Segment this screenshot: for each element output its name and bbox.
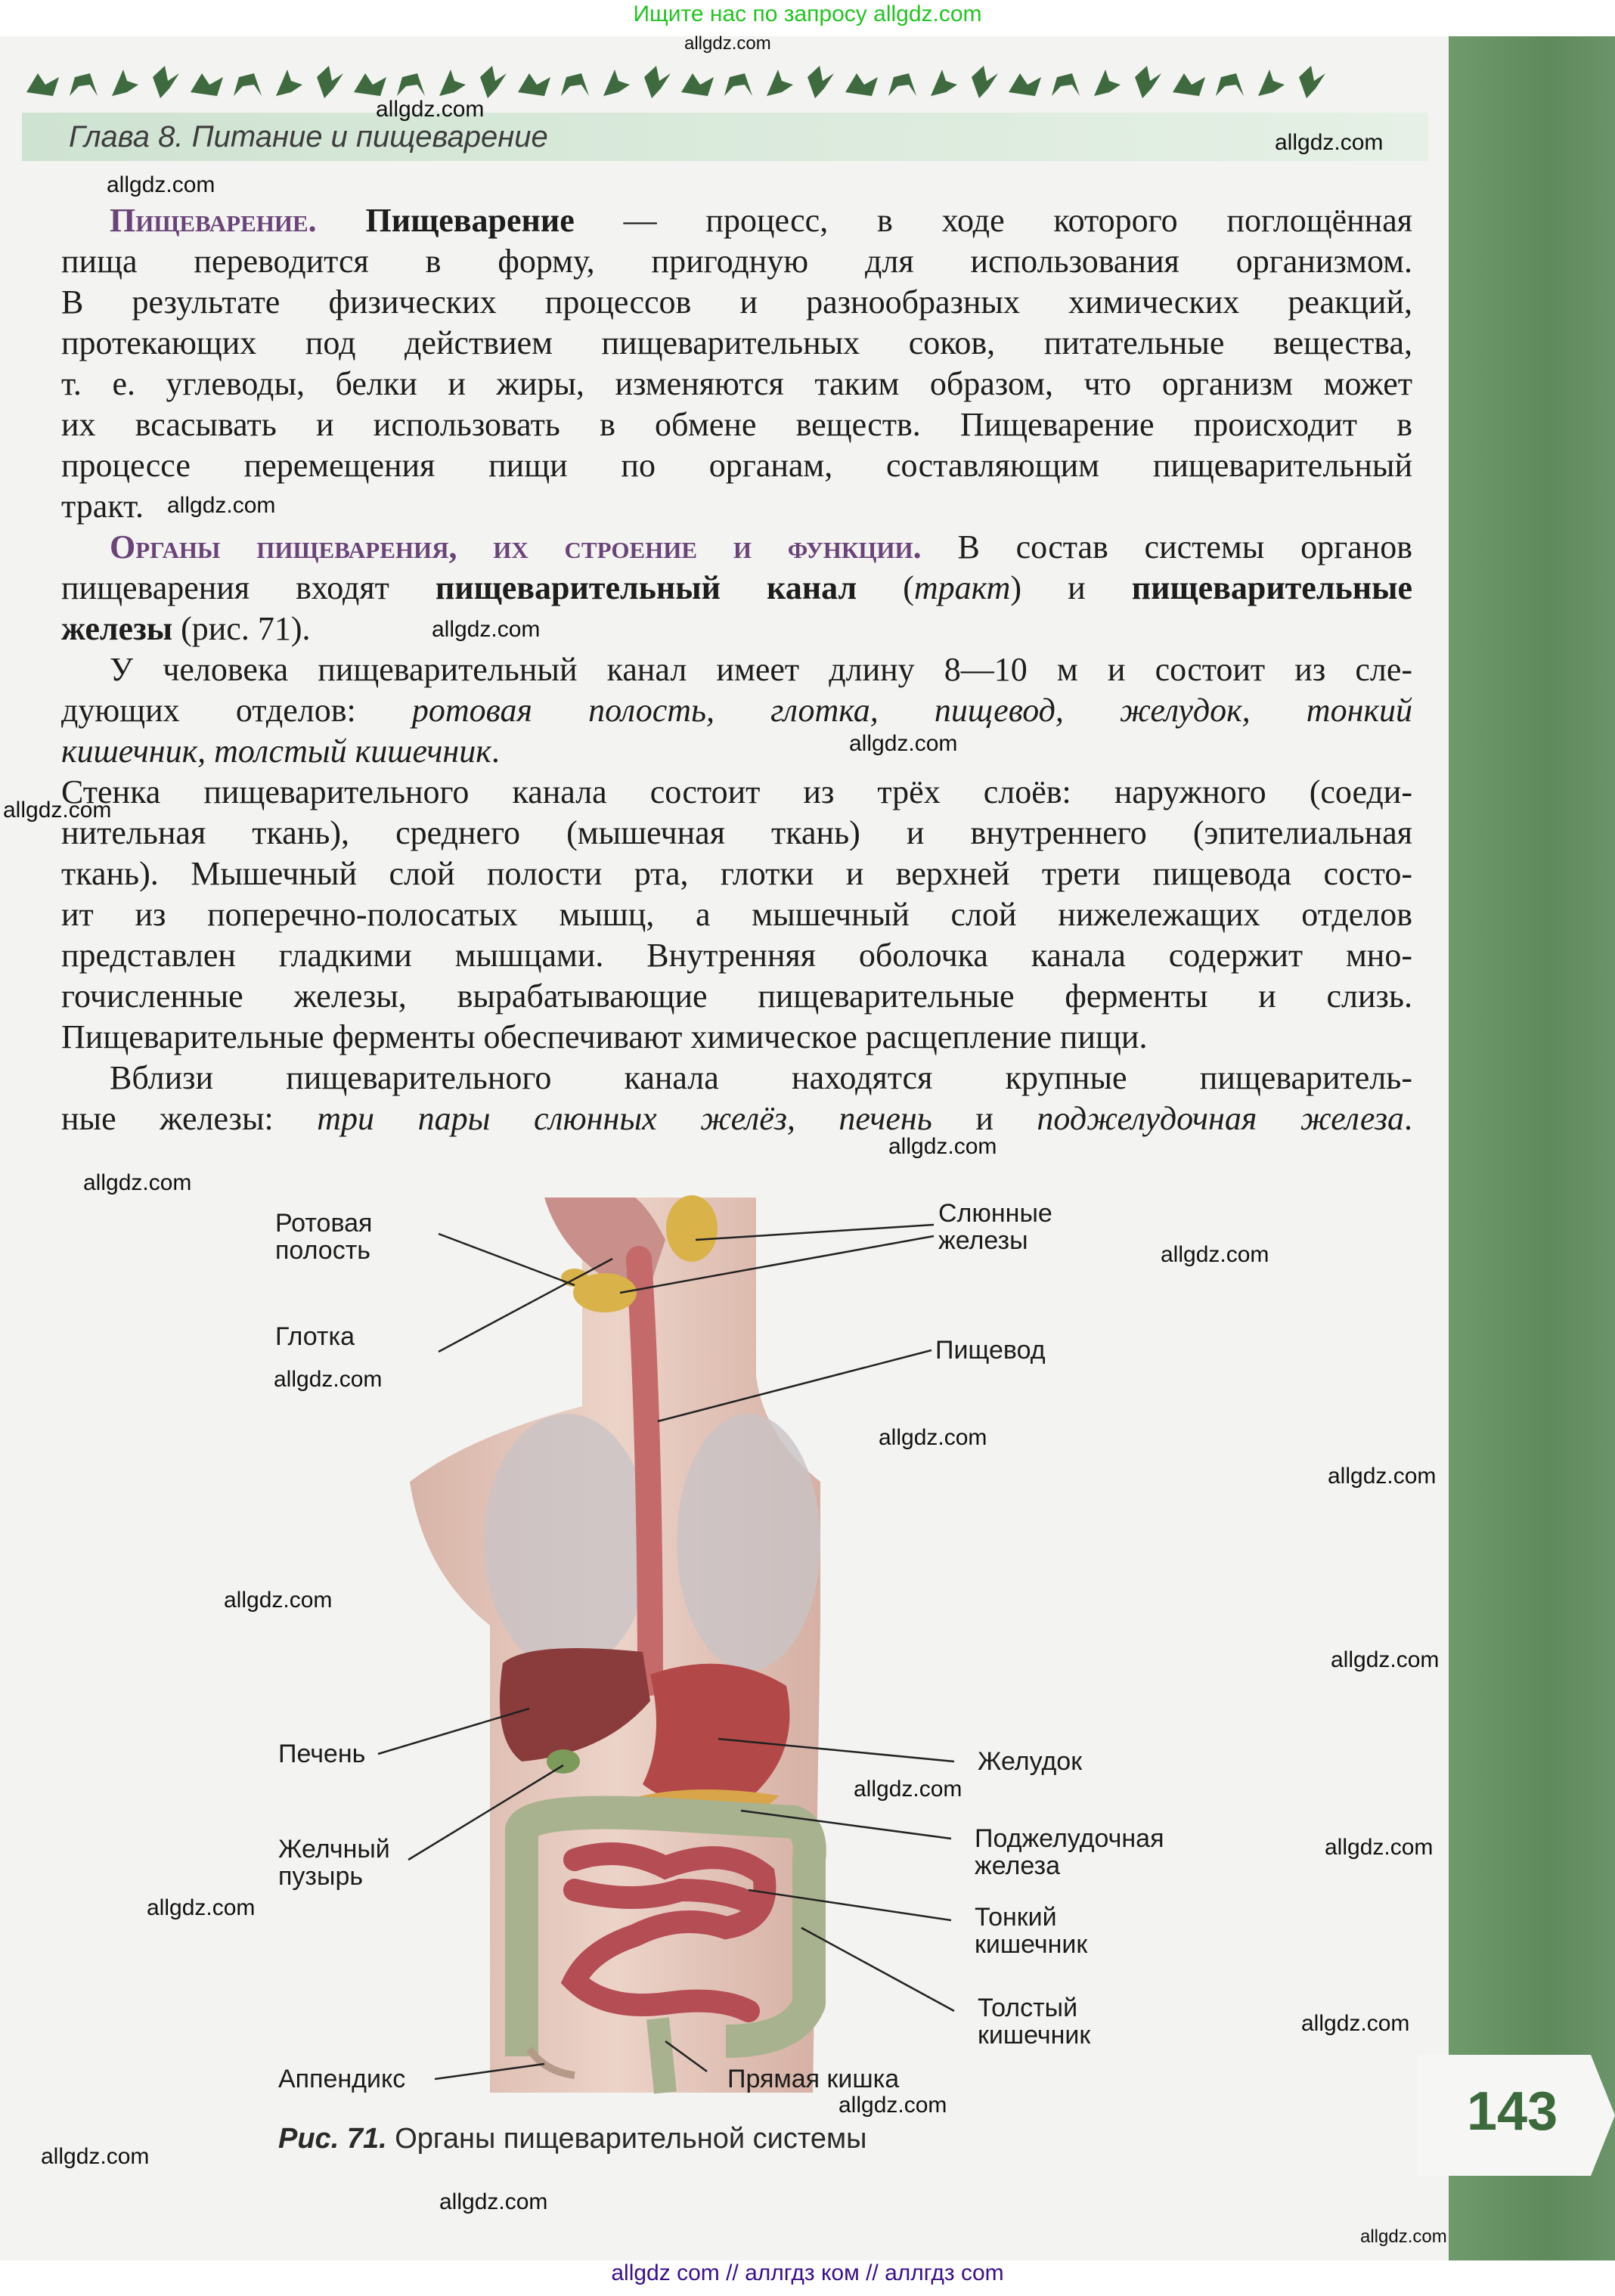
section-heading: Органы пищеварения, их строение и функции. <box>110 528 922 565</box>
watermark-text: allgdz.com <box>274 1367 383 1392</box>
label-pharynx: Глотка <box>275 1322 355 1351</box>
watermark-text: allgdz.com <box>439 2189 548 2214</box>
label-liver: Печень <box>278 1740 366 1768</box>
chapter-title: Глава 8. Питание и пищеварение <box>69 120 548 153</box>
text-segment: . <box>491 733 500 770</box>
text-segment: протекающих под действием пищеварительных соков, питательные вещества, <box>61 324 1412 361</box>
text-segment: У человека пищеварительный канал имеет длину 8—10 м и состоит из сле- <box>110 651 1412 688</box>
page-number: 143 <box>1467 2081 1558 2142</box>
text-segment: . <box>1404 1100 1413 1137</box>
watermark-text: allgdz.com <box>1360 2226 1447 2247</box>
watermark-text: allgdz.com <box>376 97 485 122</box>
text-segment: Вблизи пищеварительного канала находятся крупные пищеваритель- <box>110 1059 1412 1096</box>
section-heading: Пищеварение. <box>110 202 317 239</box>
top-banner-link[interactable]: Ищите нас по запросу allgdz.com <box>633 2 982 26</box>
lung-left <box>484 1414 650 1671</box>
rectum <box>658 2019 665 2093</box>
label-stomach: Желудок <box>978 1747 1083 1776</box>
watermark-text: allgdz.com <box>224 1588 333 1613</box>
text-segment: ( <box>857 569 914 606</box>
text-segment: дующих отделов: <box>61 692 412 729</box>
text-segment: — процесс, в ходе которого поглощённая <box>574 202 1412 239</box>
text-segment: ит из поперечно-полосатых мышц, а мышечный слой нижележащих отделов <box>61 896 1412 933</box>
figure-caption <box>278 2123 866 2155</box>
watermark-text: allgdz.com <box>684 33 771 54</box>
watermark-text: allgdz.com <box>1328 1464 1437 1489</box>
gallbladder <box>547 1749 580 1774</box>
text-segment: В результате физических процессов и разнообразных химических реакций, <box>61 284 1412 321</box>
text-segment: Пищеварительные ферменты обеспечивают химическое расщепление пищи. <box>61 1018 1148 1055</box>
label-appendix: Аппендикс <box>278 2065 406 2093</box>
watermark-text: allgdz.com <box>849 731 958 756</box>
watermark-text: allgdz.com <box>1161 1242 1269 1267</box>
text-segment: ротовая полость, глотка, пищевод, желудок, тонкий <box>411 692 1412 729</box>
text-segment: их всасывать и использовать в обмене веществ. Пищеварение происходит в <box>61 406 1412 443</box>
label-gallbladder: Желчный пузырь <box>278 1835 390 1891</box>
label-large-intestine: Толстый кишечник <box>978 1994 1091 2050</box>
label-salivary-glands: Слюнные железы <box>938 1199 1052 1255</box>
text-segment: железы <box>61 610 173 647</box>
text-segment: Стенка пищеварительного канала состоит из трёх слоёв: наружного (соеди- <box>61 773 1412 810</box>
text-segment: т. е. углеводы, белки и жиры, изменяются таким образом, что организм может <box>61 365 1412 402</box>
text-segment: пища переводится в форму, пригодную для использования организмом. <box>61 243 1412 280</box>
text-segment: нительная ткань), среднего (мышечная ткань) и внутреннего (эпителиальная <box>61 814 1412 851</box>
lung-right <box>677 1414 820 1671</box>
text-segment: тракт. <box>61 488 144 525</box>
watermark-text: allgdz.com <box>167 493 276 518</box>
text-segment: поджелудочная железа <box>1037 1100 1405 1137</box>
watermark-text: allgdz.com <box>1275 130 1384 155</box>
text-segment: три пары слюнных желёз, печень <box>317 1100 932 1137</box>
label-small-intestine: Тонкий кишечник <box>975 1903 1088 1959</box>
text-segment: ) и <box>1010 569 1132 606</box>
text-segment: и <box>931 1100 1037 1137</box>
text-segment: пищеварительный канал <box>435 569 857 606</box>
esophagus <box>639 1259 650 1683</box>
watermark-text: allgdz.com <box>1325 1835 1434 1860</box>
text-segment: пищеварения входят <box>61 569 436 606</box>
text-segment: Пищеварение <box>316 202 575 239</box>
text-segment: ные железы: <box>61 1100 318 1137</box>
watermark-text: allgdz.com <box>1331 1647 1440 1672</box>
watermark-text: allgdz.com <box>107 172 215 197</box>
text-segment: (рис. 71). <box>172 610 311 647</box>
watermark-text: allgdz.com <box>41 2144 150 2169</box>
watermark-text: allgdz.com <box>3 798 112 823</box>
text-segment: ткань). Мышечный слой полости рта, глотки и верхней трети пищевода состо- <box>61 855 1412 892</box>
watermark-text: allgdz.com <box>838 2093 947 2118</box>
text-segment: процессе перемещения пищи по органам, составляющим пищеварительный <box>61 447 1412 484</box>
label-pancreas: Поджелудочная железа <box>975 1824 1164 1880</box>
watermark-text: allgdz.com <box>888 1134 997 1159</box>
bottom-banner-link[interactable]: allgdz com // аллгдз ком // аллгдз com <box>611 2260 1004 2285</box>
watermark-text: allgdz.com <box>1301 2011 1410 2036</box>
text-segment: кишечник, толстый кишечник <box>61 733 491 770</box>
text-segment: пищеварительные <box>1131 569 1413 606</box>
figure-number: Рис. 71. <box>278 2123 387 2155</box>
watermark-text: allgdz.com <box>879 1425 987 1450</box>
label-rectum: Прямая кишка <box>727 2065 900 2093</box>
text-segment: тракт <box>913 569 1011 606</box>
watermark-text: allgdz.com <box>83 1170 192 1195</box>
label-esophagus: Пищевод <box>935 1336 1046 1365</box>
watermark-text: allgdz.com <box>854 1777 962 1802</box>
watermark-text: allgdz.com <box>432 617 541 642</box>
text-segment: гочисленные железы, вырабатывающие пищеварительные ферменты и слизь. <box>61 978 1412 1015</box>
text-segment: В состав системы органов <box>921 528 1413 565</box>
figure-caption-text: Органы пищеварительной системы <box>386 2123 867 2155</box>
label-oral-cavity: Ротовая полость <box>275 1209 373 1265</box>
watermark-text: allgdz.com <box>147 1895 256 1920</box>
salivary-gland-upper <box>666 1195 718 1262</box>
text-segment: представлен гладкими мышцами. Внутренняя оболочка канала содержит мно- <box>61 937 1412 974</box>
